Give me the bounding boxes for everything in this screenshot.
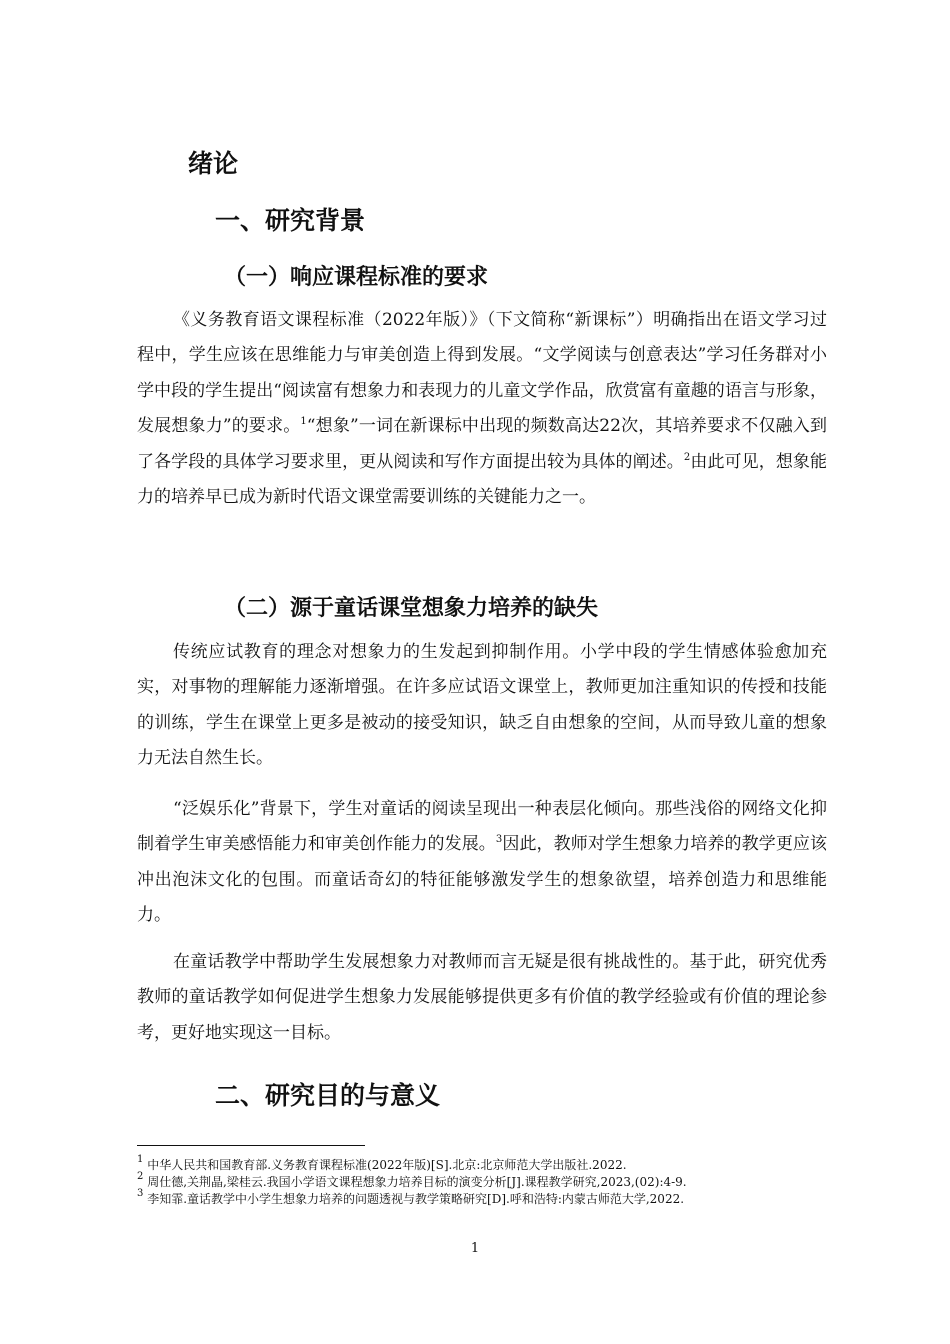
footnote-text: 中华人民共和国教育部.义务教育课程标准(2022年版)[S].北京:北京师范大学出版社.2022.: [147, 1158, 627, 1172]
footnote-3: [137, 1188, 837, 1207]
paragraph-exam-education: 传统应试教育的理念对想象力的生发起到抑制作用。小学中段的学生情感体验愈加充实，对事物的理解能力逐渐增强。在许多应试语文课堂上，教师更加注重知识的传授和技能的训练，学生在课堂上更多是被动的接受知识，缺乏自由想象的空间，从而导致儿童的想象力无法自然生长。: [137, 642, 827, 769]
footnote-separator: [137, 1145, 365, 1146]
paragraph-text: “泛娱乐化”背景下，学生对童话的阅读呈现出一种表层化倾向。那些浅俗的网络文化抑制着学生审美感悟能力和审美创作能力的发展。: [137, 799, 827, 855]
paragraph-teaching-challenge: 在童话教学中帮助学生发展想象力对教师而言无疑是很有挑战性的。基于此，研究优秀教师的童话教学如何促进学生想象力发展能够提供更多有价值的教学经验或有价值的理论参考，更好地实现这一目标。: [137, 952, 827, 1043]
paragraph-text: 由此可见，想象能力的培养早已成为新时代语文课堂需要训练的关键能力之一。: [137, 451, 828, 508]
footnote-2: [137, 1171, 837, 1190]
footnote-ref-2[interactable]: 2: [683, 451, 691, 463]
footnote-ref-3[interactable]: 3: [495, 834, 503, 846]
footnote-text: 李知霏.童话教学中小学生想象力培养的问题透视与教学策略研究[D].呼和浩特:内蒙古师范大学,2022.: [147, 1192, 685, 1206]
section-heading-research-background: 一、研究背景: [215, 206, 366, 235]
footnote-number: 3: [137, 1188, 144, 1199]
page-number: 1: [470, 1241, 480, 1256]
chapter-title: 绪论: [188, 149, 239, 178]
footnote-text: 周仕德,关荆晶,梁桂云.我国小学语文课程想象力培养目标的演变分析[J].课程教学研究,2023,(02):4-9.: [147, 1175, 687, 1189]
subsection-heading-curriculum-standard: （一）响应课程标准的要求: [224, 265, 489, 290]
section-heading-purpose-significance: 二、研究目的与意义: [215, 1081, 441, 1110]
paragraph-text: 因此，教师对学生想象力培养的教学更应该冲出泡沫文化的包围。而童话奇幻的特征能够激发学生的想象欲望，培养创造力和思维能力。: [137, 834, 828, 926]
footnote-number: 2: [137, 1171, 144, 1182]
paragraph-pan-entertainment: [137, 792, 827, 934]
footnote-number: 1: [137, 1154, 144, 1165]
paragraph-curriculum-standard: [137, 303, 827, 515]
paragraph-text: “想象”一词在新课标中出现的频数高达22次，其培养要求不仅融入到了各学段的具体学习要求里，更从阅读和写作方面提出较为具体的阐述。: [137, 416, 827, 472]
subsection-heading-imagination-lack: （二）源于童话课堂想象力培养的缺失: [224, 596, 599, 621]
footnote-1: [137, 1154, 837, 1173]
paragraph-text: 《义务教育语文课程标准（2022年版）》（下文简称“新课标”）明确指出在语文学习过程中，学生应该在思维能力与审美创造上得到发展。“文学阅读与创意表达”学习任务群对小学中段的学生提出“阅读富有想象力和表现力的儿童文学作品，欣赏富有童趣的语言与形象，发展想象力”的要求。: [137, 310, 827, 437]
footnote-ref-1[interactable]: 1: [300, 416, 307, 428]
